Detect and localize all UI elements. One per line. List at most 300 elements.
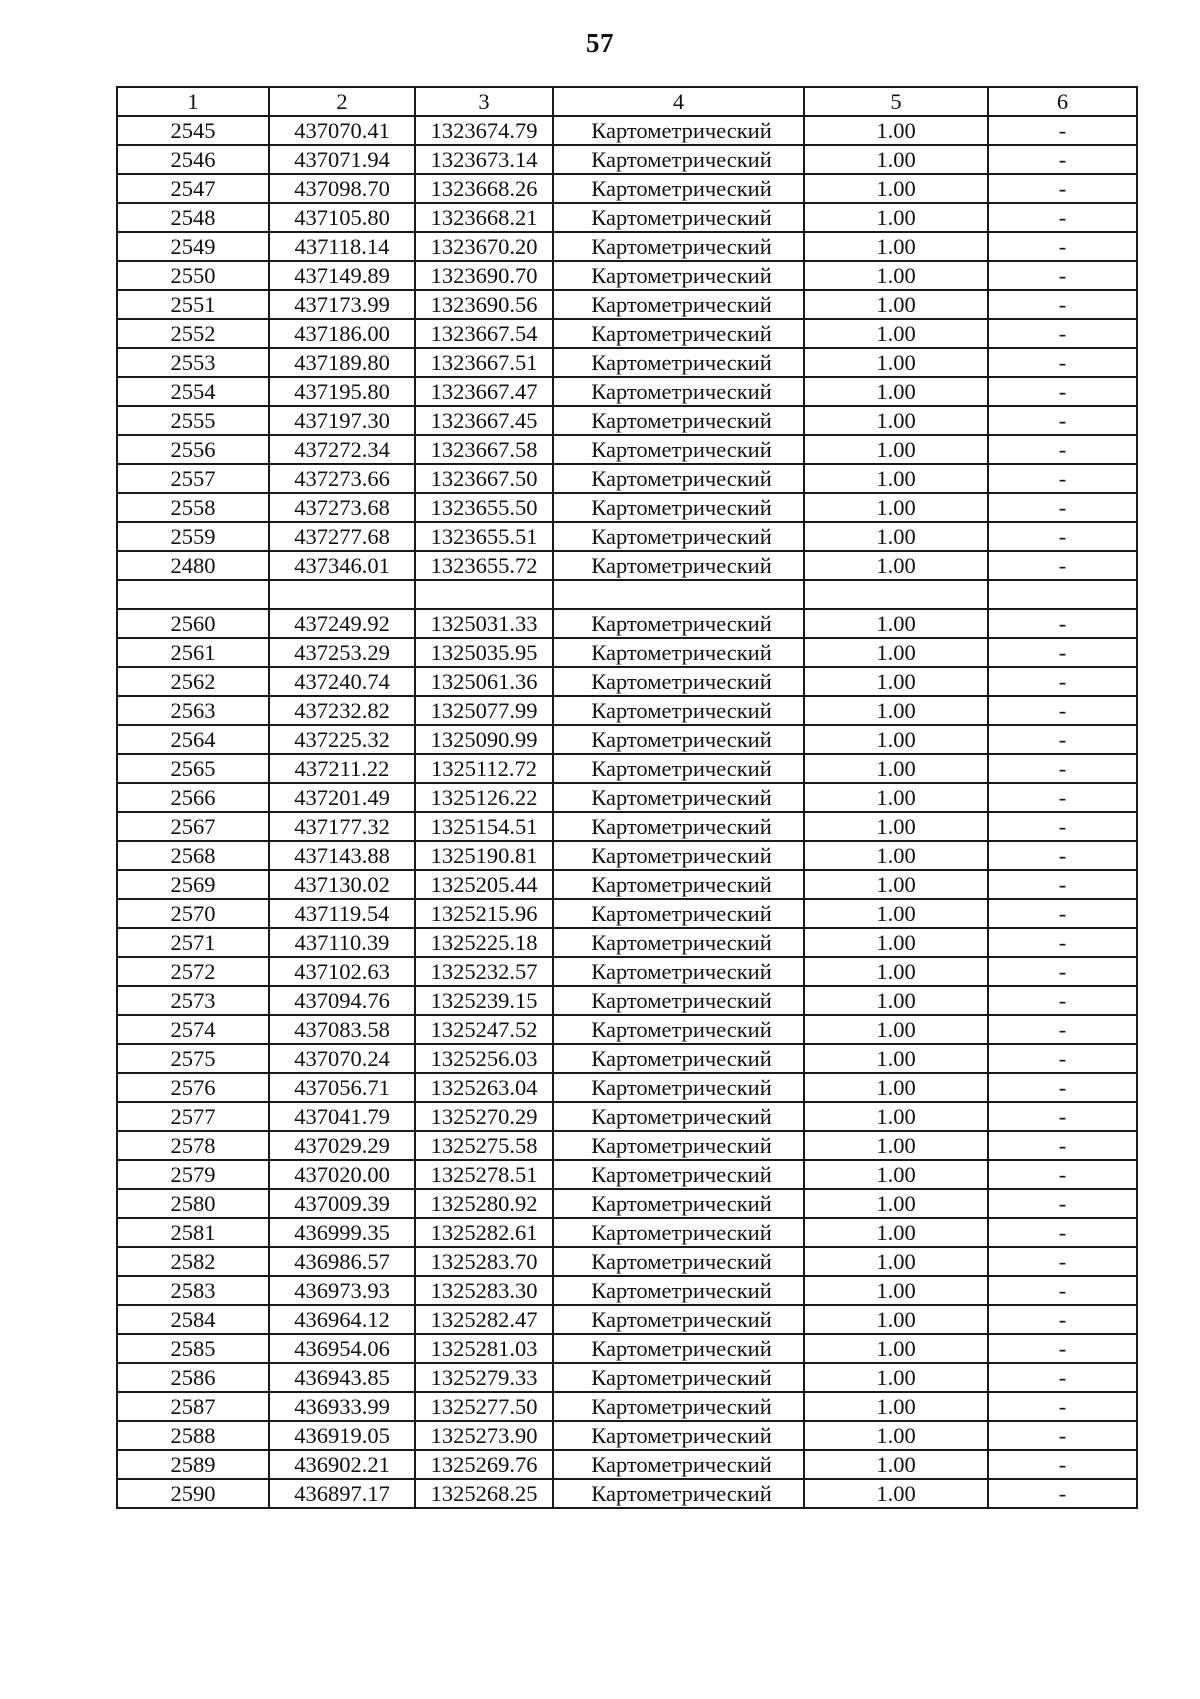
accuracy-cell: 1.00 — [804, 1160, 988, 1189]
point-number-cell: 2575 — [117, 1044, 269, 1073]
table-row — [117, 261, 1137, 290]
x-coordinate-cell: 437273.68 — [269, 493, 415, 522]
x-coordinate-cell: 437195.80 — [269, 377, 415, 406]
table-row — [117, 1044, 1137, 1073]
accuracy-cell: 1.00 — [804, 1044, 988, 1073]
method-cell: Картометрический — [553, 1392, 804, 1421]
method-cell: Картометрический — [553, 1421, 804, 1450]
x-coordinate-cell: 437083.58 — [269, 1015, 415, 1044]
accuracy-cell: 1.00 — [804, 261, 988, 290]
method-cell: Картометрический — [553, 725, 804, 754]
y-coordinate-cell: 1325275.58 — [415, 1131, 553, 1160]
table-row — [117, 348, 1137, 377]
method-cell: Картометрический — [553, 551, 804, 580]
note-cell: - — [988, 1450, 1137, 1479]
x-coordinate-cell: 437197.30 — [269, 406, 415, 435]
x-coordinate-cell: 437119.54 — [269, 899, 415, 928]
method-cell: Картометрический — [553, 174, 804, 203]
method-cell: Картометрический — [553, 870, 804, 899]
note-cell: - — [988, 725, 1137, 754]
point-number-cell: 2565 — [117, 754, 269, 783]
accuracy-cell: 1.00 — [804, 232, 988, 261]
x-coordinate-cell: 436943.85 — [269, 1363, 415, 1392]
x-coordinate-cell: 437253.29 — [269, 638, 415, 667]
accuracy-cell: 1.00 — [804, 348, 988, 377]
x-coordinate-cell: 437102.63 — [269, 957, 415, 986]
note-cell: - — [988, 1073, 1137, 1102]
point-number-cell: 2556 — [117, 435, 269, 464]
table-row — [117, 841, 1137, 870]
y-coordinate-cell: 1325112.72 — [415, 754, 553, 783]
y-coordinate-cell: 1325090.99 — [415, 725, 553, 754]
note-cell: - — [988, 1160, 1137, 1189]
y-coordinate-cell: 1325061.36 — [415, 667, 553, 696]
accuracy-cell: 1.00 — [804, 957, 988, 986]
point-number-cell: 2564 — [117, 725, 269, 754]
table-row — [117, 928, 1137, 957]
note-cell: - — [988, 1218, 1137, 1247]
table-row — [117, 1073, 1137, 1102]
header-cell-2: 2 — [269, 87, 415, 116]
x-coordinate-cell: 437041.79 — [269, 1102, 415, 1131]
y-coordinate-cell: 1325035.95 — [415, 638, 553, 667]
method-cell — [553, 580, 804, 609]
accuracy-cell: 1.00 — [804, 203, 988, 232]
x-coordinate-cell: 436986.57 — [269, 1247, 415, 1276]
x-coordinate-cell: 437149.89 — [269, 261, 415, 290]
x-coordinate-cell: 437098.70 — [269, 174, 415, 203]
method-cell: Картометрический — [553, 1247, 804, 1276]
table-row — [117, 812, 1137, 841]
point-number-cell: 2588 — [117, 1421, 269, 1450]
point-number-cell: 2568 — [117, 841, 269, 870]
point-number-cell: 2552 — [117, 319, 269, 348]
point-number-cell: 2559 — [117, 522, 269, 551]
note-cell — [988, 580, 1137, 609]
accuracy-cell: 1.00 — [804, 928, 988, 957]
y-coordinate-cell: 1323673.14 — [415, 145, 553, 174]
method-cell: Картометрический — [553, 232, 804, 261]
y-coordinate-cell: 1323690.56 — [415, 290, 553, 319]
y-coordinate-cell: 1325280.92 — [415, 1189, 553, 1218]
method-cell: Картометрический — [553, 522, 804, 551]
accuracy-cell: 1.00 — [804, 1131, 988, 1160]
x-coordinate-cell: 437020.00 — [269, 1160, 415, 1189]
note-cell: - — [988, 1421, 1137, 1450]
accuracy-cell: 1.00 — [804, 725, 988, 754]
table-row — [117, 232, 1137, 261]
point-number-cell: 2547 — [117, 174, 269, 203]
method-cell: Картометрический — [553, 1218, 804, 1247]
point-number-cell: 2567 — [117, 812, 269, 841]
method-cell: Картометрический — [553, 928, 804, 957]
header-cell-3: 3 — [415, 87, 553, 116]
point-number-cell: 2577 — [117, 1102, 269, 1131]
header-cell-5: 5 — [804, 87, 988, 116]
x-coordinate-cell: 437272.34 — [269, 435, 415, 464]
point-number-cell: 2554 — [117, 377, 269, 406]
table-row — [117, 319, 1137, 348]
x-coordinate-cell: 437273.66 — [269, 464, 415, 493]
method-cell: Картометрический — [553, 261, 804, 290]
accuracy-cell: 1.00 — [804, 812, 988, 841]
y-coordinate-cell: 1325215.96 — [415, 899, 553, 928]
method-cell: Картометрический — [553, 493, 804, 522]
y-coordinate-cell: 1325247.52 — [415, 1015, 553, 1044]
header-cell-4: 4 — [553, 87, 804, 116]
y-coordinate-cell: 1323655.50 — [415, 493, 553, 522]
table-row — [117, 464, 1137, 493]
accuracy-cell: 1.00 — [804, 1363, 988, 1392]
table-row — [117, 493, 1137, 522]
x-coordinate-cell: 437130.02 — [269, 870, 415, 899]
x-coordinate-cell: 437211.22 — [269, 754, 415, 783]
table-row — [117, 580, 1137, 609]
method-cell: Картометрический — [553, 1131, 804, 1160]
table-row — [117, 609, 1137, 638]
x-coordinate-cell: 436933.99 — [269, 1392, 415, 1421]
y-coordinate-cell: 1323690.70 — [415, 261, 553, 290]
point-number-cell: 2571 — [117, 928, 269, 957]
x-coordinate-cell: 437071.94 — [269, 145, 415, 174]
point-number-cell: 2572 — [117, 957, 269, 986]
method-cell: Картометрический — [553, 899, 804, 928]
y-coordinate-cell: 1323655.72 — [415, 551, 553, 580]
note-cell: - — [988, 1247, 1137, 1276]
method-cell: Картометрический — [553, 1276, 804, 1305]
method-cell: Картометрический — [553, 841, 804, 870]
point-number-cell: 2574 — [117, 1015, 269, 1044]
note-cell: - — [988, 174, 1137, 203]
method-cell: Картометрический — [553, 609, 804, 638]
x-coordinate-cell: 437070.24 — [269, 1044, 415, 1073]
accuracy-cell: 1.00 — [804, 406, 988, 435]
point-number-cell: 2590 — [117, 1479, 269, 1508]
accuracy-cell: 1.00 — [804, 1450, 988, 1479]
method-cell: Картометрический — [553, 348, 804, 377]
x-coordinate-cell: 437009.39 — [269, 1189, 415, 1218]
y-coordinate-cell: 1325077.99 — [415, 696, 553, 725]
x-coordinate-cell: 437143.88 — [269, 841, 415, 870]
method-cell: Картометрический — [553, 406, 804, 435]
point-number-cell: 2584 — [117, 1305, 269, 1334]
x-coordinate-cell: 436964.12 — [269, 1305, 415, 1334]
page-number: 57 — [586, 28, 614, 58]
note-cell: - — [988, 667, 1137, 696]
note-cell: - — [988, 928, 1137, 957]
note-cell: - — [988, 522, 1137, 551]
method-cell: Картометрический — [553, 464, 804, 493]
table-row — [117, 116, 1137, 145]
point-number-cell: 2558 — [117, 493, 269, 522]
x-coordinate-cell: 436919.05 — [269, 1421, 415, 1450]
point-number-cell: 2549 — [117, 232, 269, 261]
accuracy-cell: 1.00 — [804, 319, 988, 348]
y-coordinate-cell: 1323674.79 — [415, 116, 553, 145]
note-cell: - — [988, 464, 1137, 493]
table-row — [117, 1363, 1137, 1392]
note-cell: - — [988, 812, 1137, 841]
y-coordinate-cell: 1323667.50 — [415, 464, 553, 493]
x-coordinate-cell: 437177.32 — [269, 812, 415, 841]
note-cell: - — [988, 1044, 1137, 1073]
y-coordinate-cell: 1325154.51 — [415, 812, 553, 841]
x-coordinate-cell: 436902.21 — [269, 1450, 415, 1479]
accuracy-cell: 1.00 — [804, 667, 988, 696]
point-number-cell: 2589 — [117, 1450, 269, 1479]
method-cell: Картометрический — [553, 1102, 804, 1131]
table-row — [117, 957, 1137, 986]
note-cell: - — [988, 1305, 1137, 1334]
y-coordinate-cell: 1325031.33 — [415, 609, 553, 638]
accuracy-cell: 1.00 — [804, 1276, 988, 1305]
method-cell: Картометрический — [553, 319, 804, 348]
point-number-cell: 2587 — [117, 1392, 269, 1421]
point-number-cell: 2561 — [117, 638, 269, 667]
point-number-cell: 2553 — [117, 348, 269, 377]
table-row — [117, 406, 1137, 435]
accuracy-cell: 1.00 — [804, 986, 988, 1015]
table-row — [117, 145, 1137, 174]
point-number-cell — [117, 580, 269, 609]
accuracy-cell: 1.00 — [804, 870, 988, 899]
note-cell: - — [988, 377, 1137, 406]
accuracy-cell: 1.00 — [804, 174, 988, 203]
table-row — [117, 1131, 1137, 1160]
accuracy-cell: 1.00 — [804, 1015, 988, 1044]
accuracy-cell: 1.00 — [804, 609, 988, 638]
point-number-cell: 2580 — [117, 1189, 269, 1218]
table-row — [117, 1247, 1137, 1276]
note-cell: - — [988, 551, 1137, 580]
point-number-cell: 2551 — [117, 290, 269, 319]
note-cell: - — [988, 145, 1137, 174]
method-cell: Картометрический — [553, 1479, 804, 1508]
note-cell: - — [988, 290, 1137, 319]
y-coordinate-cell: 1325126.22 — [415, 783, 553, 812]
point-number-cell: 2570 — [117, 899, 269, 928]
table-row — [117, 783, 1137, 812]
table-row — [117, 754, 1137, 783]
x-coordinate-cell: 437346.01 — [269, 551, 415, 580]
y-coordinate-cell: 1323670.20 — [415, 232, 553, 261]
accuracy-cell: 1.00 — [804, 522, 988, 551]
accuracy-cell: 1.00 — [804, 754, 988, 783]
note-cell: - — [988, 406, 1137, 435]
y-coordinate-cell: 1323655.51 — [415, 522, 553, 551]
note-cell: - — [988, 986, 1137, 1015]
y-coordinate-cell: 1325239.15 — [415, 986, 553, 1015]
accuracy-cell: 1.00 — [804, 116, 988, 145]
x-coordinate-cell: 437029.29 — [269, 1131, 415, 1160]
method-cell: Картометрический — [553, 203, 804, 232]
note-cell: - — [988, 435, 1137, 464]
y-coordinate-cell: 1325283.30 — [415, 1276, 553, 1305]
method-cell: Картометрический — [553, 638, 804, 667]
table-row — [117, 377, 1137, 406]
accuracy-cell: 1.00 — [804, 1305, 988, 1334]
note-cell: - — [988, 841, 1137, 870]
accuracy-cell: 1.00 — [804, 1247, 988, 1276]
method-cell: Картометрический — [553, 377, 804, 406]
accuracy-cell: 1.00 — [804, 464, 988, 493]
method-cell: Картометрический — [553, 1305, 804, 1334]
method-cell: Картометрический — [553, 696, 804, 725]
header-cell-6: 6 — [988, 87, 1137, 116]
note-cell: - — [988, 696, 1137, 725]
y-coordinate-cell: 1325281.03 — [415, 1334, 553, 1363]
accuracy-cell: 1.00 — [804, 551, 988, 580]
table-row — [117, 174, 1137, 203]
y-coordinate-cell: 1325283.70 — [415, 1247, 553, 1276]
point-number-cell: 2563 — [117, 696, 269, 725]
x-coordinate-cell: 437189.80 — [269, 348, 415, 377]
coordinates-table — [116, 86, 1138, 1509]
x-coordinate-cell: 437201.49 — [269, 783, 415, 812]
x-coordinate-cell: 437249.92 — [269, 609, 415, 638]
header-cell-1: 1 — [117, 87, 269, 116]
note-cell: - — [988, 1131, 1137, 1160]
note-cell: - — [988, 493, 1137, 522]
y-coordinate-cell: 1325282.61 — [415, 1218, 553, 1247]
y-coordinate-cell: 1323667.45 — [415, 406, 553, 435]
x-coordinate-cell: 436897.17 — [269, 1479, 415, 1508]
x-coordinate-cell: 437186.00 — [269, 319, 415, 348]
method-cell: Картометрический — [553, 1189, 804, 1218]
method-cell: Картометрический — [553, 1015, 804, 1044]
y-coordinate-cell: 1325279.33 — [415, 1363, 553, 1392]
note-cell: - — [988, 348, 1137, 377]
point-number-cell: 2585 — [117, 1334, 269, 1363]
accuracy-cell: 1.00 — [804, 1073, 988, 1102]
point-number-cell: 2582 — [117, 1247, 269, 1276]
method-cell: Картометрический — [553, 116, 804, 145]
note-cell: - — [988, 899, 1137, 928]
accuracy-cell: 1.00 — [804, 1189, 988, 1218]
y-coordinate-cell: 1325256.03 — [415, 1044, 553, 1073]
accuracy-cell: 1.00 — [804, 377, 988, 406]
y-coordinate-cell: 1325232.57 — [415, 957, 553, 986]
y-coordinate-cell: 1325268.25 — [415, 1479, 553, 1508]
method-cell: Картометрический — [553, 1073, 804, 1102]
note-cell: - — [988, 1392, 1137, 1421]
note-cell: - — [988, 232, 1137, 261]
note-cell: - — [988, 609, 1137, 638]
x-coordinate-cell: 437277.68 — [269, 522, 415, 551]
table-row — [117, 1479, 1137, 1508]
y-coordinate-cell: 1323667.51 — [415, 348, 553, 377]
note-cell: - — [988, 1479, 1137, 1508]
header-row — [117, 87, 1137, 116]
table-row — [117, 1305, 1137, 1334]
x-coordinate-cell: 437105.80 — [269, 203, 415, 232]
x-coordinate-cell: 437173.99 — [269, 290, 415, 319]
table-row — [117, 522, 1137, 551]
note-cell: - — [988, 116, 1137, 145]
note-cell: - — [988, 203, 1137, 232]
table-row — [117, 725, 1137, 754]
point-number-cell: 2579 — [117, 1160, 269, 1189]
table-row — [117, 1102, 1137, 1131]
y-coordinate-cell: 1323667.47 — [415, 377, 553, 406]
table-row — [117, 290, 1137, 319]
note-cell: - — [988, 870, 1137, 899]
y-coordinate-cell: 1323667.54 — [415, 319, 553, 348]
point-number-cell: 2566 — [117, 783, 269, 812]
note-cell: - — [988, 957, 1137, 986]
y-coordinate-cell: 1325263.04 — [415, 1073, 553, 1102]
note-cell: - — [988, 319, 1137, 348]
accuracy-cell: 1.00 — [804, 1392, 988, 1421]
point-number-cell: 2548 — [117, 203, 269, 232]
note-cell: - — [988, 1015, 1137, 1044]
x-coordinate-cell: 437094.76 — [269, 986, 415, 1015]
point-number-cell: 2555 — [117, 406, 269, 435]
point-number-cell: 2586 — [117, 1363, 269, 1392]
accuracy-cell: 1.00 — [804, 783, 988, 812]
method-cell: Картометрический — [553, 667, 804, 696]
method-cell: Картометрический — [553, 754, 804, 783]
x-coordinate-cell: 437070.41 — [269, 116, 415, 145]
y-coordinate-cell: 1325269.76 — [415, 1450, 553, 1479]
table-row — [117, 696, 1137, 725]
x-coordinate-cell: 437056.71 — [269, 1073, 415, 1102]
accuracy-cell: 1.00 — [804, 435, 988, 464]
y-coordinate-cell: 1325278.51 — [415, 1160, 553, 1189]
y-coordinate-cell: 1323667.58 — [415, 435, 553, 464]
x-coordinate-cell — [269, 580, 415, 609]
table-row — [117, 870, 1137, 899]
table-row — [117, 1450, 1137, 1479]
note-cell: - — [988, 1102, 1137, 1131]
note-cell: - — [988, 754, 1137, 783]
table-row — [117, 638, 1137, 667]
table-row — [117, 551, 1137, 580]
x-coordinate-cell: 437225.32 — [269, 725, 415, 754]
x-coordinate-cell: 437240.74 — [269, 667, 415, 696]
accuracy-cell: 1.00 — [804, 899, 988, 928]
x-coordinate-cell: 436999.35 — [269, 1218, 415, 1247]
table-row — [117, 203, 1137, 232]
table-row — [117, 986, 1137, 1015]
table-body — [117, 116, 1137, 1508]
accuracy-cell: 1.00 — [804, 1479, 988, 1508]
x-coordinate-cell: 437110.39 — [269, 928, 415, 957]
y-coordinate-cell — [415, 580, 553, 609]
x-coordinate-cell: 436954.06 — [269, 1334, 415, 1363]
y-coordinate-cell: 1323668.21 — [415, 203, 553, 232]
y-coordinate-cell: 1325282.47 — [415, 1305, 553, 1334]
accuracy-cell: 1.00 — [804, 1102, 988, 1131]
table-row — [117, 899, 1137, 928]
method-cell: Картометрический — [553, 1044, 804, 1073]
table-row — [117, 1392, 1137, 1421]
accuracy-cell: 1.00 — [804, 493, 988, 522]
note-cell: - — [988, 1189, 1137, 1218]
accuracy-cell: 1.00 — [804, 841, 988, 870]
point-number-cell: 2557 — [117, 464, 269, 493]
table-row — [117, 1189, 1137, 1218]
point-number-cell: 2560 — [117, 609, 269, 638]
note-cell: - — [988, 1363, 1137, 1392]
method-cell: Картометрический — [553, 1160, 804, 1189]
x-coordinate-cell: 436973.93 — [269, 1276, 415, 1305]
note-cell: - — [988, 638, 1137, 667]
accuracy-cell: 1.00 — [804, 290, 988, 319]
x-coordinate-cell: 437118.14 — [269, 232, 415, 261]
y-coordinate-cell: 1325190.81 — [415, 841, 553, 870]
point-number-cell: 2546 — [117, 145, 269, 174]
